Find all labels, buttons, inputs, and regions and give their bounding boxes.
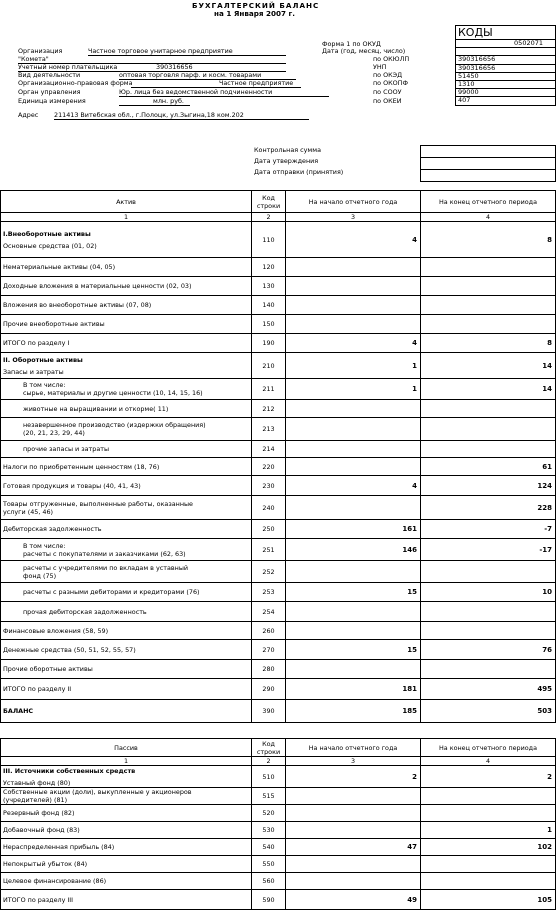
section-title: I.Внеоборотные активы xyxy=(3,229,91,238)
row-label xyxy=(1,583,252,602)
row-label xyxy=(1,520,252,539)
row-start-value: 4 xyxy=(286,334,421,353)
row-label-text: Непокрытый убыток (84) xyxy=(3,860,88,868)
row-start-value xyxy=(286,805,421,822)
row-start-value: 2 xyxy=(286,766,421,788)
row-code: 540 xyxy=(252,839,286,856)
table-row xyxy=(1,700,556,723)
table-row xyxy=(1,476,556,496)
row-label xyxy=(1,539,252,561)
table-row xyxy=(1,583,556,602)
table-row xyxy=(1,458,556,476)
row-code: 140 xyxy=(252,296,286,315)
table-row xyxy=(1,441,556,458)
row-start-value xyxy=(286,418,421,441)
row-start-value: 47 xyxy=(286,839,421,856)
row-label-continuation: расчеты с покупателями и заказчиками (62, 63) xyxy=(23,549,186,558)
soou-label: по СООУ xyxy=(373,88,402,96)
table-row xyxy=(1,660,556,679)
management-value: Юр. лица без ведомственной подчиненности xyxy=(119,88,329,97)
date-label: Дата (год, месяц, число) xyxy=(322,47,406,55)
row-end-value: 495 xyxy=(421,679,556,700)
row-end-value xyxy=(421,873,556,890)
row-label xyxy=(1,418,252,441)
unit-label: Единица измерения xyxy=(18,97,86,105)
row-label xyxy=(1,622,252,640)
liabilities-column-number: 3 xyxy=(286,757,421,766)
row-start-value: 15 xyxy=(286,640,421,660)
codes-header: КОДЫ xyxy=(456,26,555,40)
row-end-value: 124 xyxy=(421,476,556,496)
row-start-value xyxy=(286,856,421,873)
sent-date-label: Дата отправки (принятия) xyxy=(254,168,344,176)
row-end-value: 102 xyxy=(421,839,556,856)
row-label xyxy=(1,334,252,353)
row-code: 214 xyxy=(252,441,286,458)
row-label-text: Запасы и затраты xyxy=(3,367,64,376)
row-end-value xyxy=(421,400,556,418)
org-label: Организация xyxy=(18,47,63,55)
row-end-value: 61 xyxy=(421,458,556,476)
row-end-value xyxy=(421,315,556,334)
row-end-value xyxy=(421,856,556,873)
row-label xyxy=(1,700,252,723)
row-label xyxy=(1,890,252,910)
row-code: 253 xyxy=(252,583,286,602)
row-end-value xyxy=(421,805,556,822)
row-label-text: прочие запасы и затраты xyxy=(23,445,109,453)
row-label-continuation: (учредителей) (81) xyxy=(3,796,68,804)
unp-label: Учетный номер плательщика xyxy=(18,63,118,71)
row-label-text: БАЛАНС xyxy=(3,707,34,715)
liabilities-header-1: Пассив xyxy=(1,739,252,757)
row-label xyxy=(1,400,252,418)
row-end-value: 14 xyxy=(421,379,556,400)
liabilities-header-2: Код строки xyxy=(252,739,286,757)
table-row xyxy=(1,315,556,334)
row-label-text: Финансовые вложения (58, 59) xyxy=(3,626,109,635)
section-title: II. Оборотные активы xyxy=(3,355,83,364)
row-start-value: 146 xyxy=(286,539,421,561)
assets-header-4: На конец отчетного периода xyxy=(421,191,556,213)
row-end-value: 76 xyxy=(421,640,556,660)
row-label-continuation: услуги (45, 46) xyxy=(3,507,54,516)
row-label-text: расчеты с разными дебиторами и кредиторами (76) xyxy=(23,588,200,596)
row-start-value xyxy=(286,873,421,890)
row-end-value: -17 xyxy=(421,539,556,561)
row-label xyxy=(1,441,252,458)
table-row xyxy=(1,520,556,539)
row-start-value: 181 xyxy=(286,679,421,700)
row-start-value xyxy=(286,788,421,805)
oked-label: по ОКЭД xyxy=(373,71,403,79)
row-label-text: незавершенное производство (издержки обращения) xyxy=(23,421,206,429)
table-row xyxy=(1,258,556,277)
row-code: 390 xyxy=(252,700,286,723)
row-code: 290 xyxy=(252,679,286,700)
row-label xyxy=(1,379,252,400)
row-label xyxy=(1,258,252,277)
row-start-value xyxy=(286,822,421,839)
row-label xyxy=(1,458,252,476)
table-row xyxy=(1,561,556,583)
row-label-text: Товары отгруженные, выполненные работы, оказанные xyxy=(3,499,193,508)
row-label-text: Доходные вложения в материальные ценности (02, 03) xyxy=(3,282,192,290)
row-code: 550 xyxy=(252,856,286,873)
liabilities-column-number: 4 xyxy=(421,757,556,766)
row-label-text: животные на выращивании и откорме( 11) xyxy=(23,404,169,413)
assets-header-3: На начало отчетного года xyxy=(286,191,421,213)
code-okei: 407 xyxy=(458,96,471,105)
row-end-value xyxy=(421,418,556,441)
control-sum-label: Контрольная сумма xyxy=(254,146,321,154)
row-start-value: 15 xyxy=(286,583,421,602)
row-label xyxy=(1,561,252,583)
row-label-text: Добавочный фонд (83) xyxy=(3,826,80,834)
row-end-value: 14 xyxy=(421,353,556,379)
row-end-value xyxy=(421,622,556,640)
legal-form-label: Организационно-правовая форма xyxy=(18,79,133,87)
row-end-value: 8 xyxy=(421,334,556,353)
row-label xyxy=(1,873,252,890)
row-code: 510 xyxy=(252,766,286,788)
assets-column-number: 4 xyxy=(421,213,556,222)
assets-table xyxy=(0,190,556,723)
row-end-value xyxy=(421,277,556,296)
unp-code-label: УНП xyxy=(373,63,387,71)
table-row xyxy=(1,679,556,700)
row-label-continuation: сырье, материалы и другие ценности (10, 14, 15, 16) xyxy=(23,389,203,397)
table-row xyxy=(1,222,556,258)
assets-column-number: 2 xyxy=(252,213,286,222)
row-label-text: Нематериальные активы (04, 05) xyxy=(3,263,116,271)
row-end-value xyxy=(421,296,556,315)
row-label-text: расчеты с учредителями по вкладам в уставный xyxy=(23,563,189,572)
row-code: 110 xyxy=(252,222,286,258)
row-code: 120 xyxy=(252,258,286,277)
row-code: 530 xyxy=(252,822,286,839)
row-code: 560 xyxy=(252,873,286,890)
table-row xyxy=(1,277,556,296)
row-code: 130 xyxy=(252,277,286,296)
code-okopf: 1310 xyxy=(456,81,555,89)
row-start-value xyxy=(286,561,421,583)
table-row xyxy=(1,839,556,856)
row-start-value xyxy=(286,602,421,622)
table-row xyxy=(1,296,556,315)
row-end-value xyxy=(421,660,556,679)
section-title: III. Источники собственных средств xyxy=(3,766,136,775)
table-row xyxy=(1,418,556,441)
row-label xyxy=(1,788,252,805)
row-code: 190 xyxy=(252,334,286,353)
org-value-2: "Комета" xyxy=(18,55,286,64)
table-row xyxy=(1,873,556,890)
unit-value: млн. руб. xyxy=(119,97,190,106)
row-end-value: 228 xyxy=(421,496,556,520)
row-label xyxy=(1,496,252,520)
table-row xyxy=(1,400,556,418)
row-code: 590 xyxy=(252,890,286,910)
row-label xyxy=(1,679,252,700)
row-label xyxy=(1,822,252,839)
row-end-value: -7 xyxy=(421,520,556,539)
liabilities-header-4: На конец отчетного периода xyxy=(421,739,556,757)
code-okulp: 390316656 xyxy=(456,56,555,64)
address-value: 211413 Витебская обл., г.Полоцк, ул.Зыгина,18 ком.202 xyxy=(54,111,309,120)
document-title: БУХГАЛТЕРСКИЙ БАЛАНС xyxy=(192,1,320,10)
row-end-value xyxy=(421,441,556,458)
table-row xyxy=(1,539,556,561)
row-start-value xyxy=(286,496,421,520)
table-row xyxy=(1,805,556,822)
row-label-text: ИТОГО по разделу III xyxy=(3,895,74,904)
activity-value: оптовая торговля парф. и косм. товарами xyxy=(119,71,296,80)
row-end-value: 1 xyxy=(421,822,556,839)
row-end-value: 8 xyxy=(421,222,556,258)
row-end-value xyxy=(421,788,556,805)
row-start-value xyxy=(286,277,421,296)
row-start-value: 161 xyxy=(286,520,421,539)
liabilities-header-3: На начало отчетного года xyxy=(286,739,421,757)
row-code: 213 xyxy=(252,418,286,441)
row-start-value xyxy=(286,315,421,334)
row-code: 520 xyxy=(252,805,286,822)
row-end-value: 503 xyxy=(421,700,556,723)
code-soou: 99000 xyxy=(456,89,555,97)
row-code: 252 xyxy=(252,561,286,583)
row-label-text: В том числе: xyxy=(23,381,66,389)
assets-column-number: 3 xyxy=(286,213,421,222)
table-row xyxy=(1,496,556,520)
row-start-value: 4 xyxy=(286,476,421,496)
row-end-value xyxy=(421,561,556,583)
approval-date-label: Дата утверждения xyxy=(254,157,319,165)
row-label-text: Уставный фонд (80) xyxy=(3,778,71,787)
row-label-text: ИТОГО по разделу II xyxy=(3,685,72,693)
row-code: 251 xyxy=(252,539,286,561)
assets-column-number: 1 xyxy=(1,213,252,222)
row-code: 254 xyxy=(252,602,286,622)
row-label-text: Готовая продукция и товары (40, 41, 43) xyxy=(3,481,141,490)
document-subtitle: на 1 Января 2007 г. xyxy=(214,9,295,18)
row-end-value: 10 xyxy=(421,583,556,602)
sent-date-field xyxy=(421,170,555,181)
table-row xyxy=(1,822,556,839)
row-code: 150 xyxy=(252,315,286,334)
code-oked: 51450 xyxy=(456,73,555,81)
liabilities-table xyxy=(0,738,556,910)
row-start-value xyxy=(286,660,421,679)
row-label-text: Нераспределенная прибыль (84) xyxy=(3,843,115,851)
row-label xyxy=(1,315,252,334)
row-start-value xyxy=(286,458,421,476)
row-code: 220 xyxy=(252,458,286,476)
row-code: 211 xyxy=(252,379,286,400)
row-label xyxy=(1,839,252,856)
row-code: 230 xyxy=(252,476,286,496)
row-label xyxy=(1,296,252,315)
address-label: Адрес xyxy=(18,111,39,119)
row-label-continuation: фонд (75) xyxy=(23,571,57,580)
row-code: 515 xyxy=(252,788,286,805)
row-code: 212 xyxy=(252,400,286,418)
row-label-text: Целевое финансирование (86) xyxy=(3,877,107,885)
code-unp: 390316656 xyxy=(456,65,555,73)
table-row xyxy=(1,353,556,379)
row-code: 260 xyxy=(252,622,286,640)
row-label xyxy=(1,353,252,379)
codes-box xyxy=(455,25,556,106)
row-label-continuation: (20, 21, 23, 29, 44) xyxy=(23,429,85,437)
row-code: 210 xyxy=(252,353,286,379)
row-start-value: 185 xyxy=(286,700,421,723)
row-label-text: прочая дебиторская задолженность xyxy=(23,607,147,616)
row-label-text: Дебиторская задолженность xyxy=(3,525,102,533)
row-label-text: Прочие оборотные активы xyxy=(3,665,93,673)
liabilities-column-number: 2 xyxy=(252,757,286,766)
row-code: 250 xyxy=(252,520,286,539)
table-row xyxy=(1,890,556,910)
row-label-text: ИТОГО по разделу I xyxy=(3,339,70,347)
form-label: Форма 1 по ОКУД xyxy=(322,40,381,48)
row-label xyxy=(1,277,252,296)
row-label-text: Налоги по приобретенным ценностям (18, 76) xyxy=(3,462,160,471)
row-start-value xyxy=(286,400,421,418)
activity-label: Вид деятельности xyxy=(18,71,81,79)
row-code: 270 xyxy=(252,640,286,660)
table-row xyxy=(1,788,556,805)
control-sum-field xyxy=(421,146,555,158)
okei-label: по ОКЕИ xyxy=(373,97,402,105)
row-end-value xyxy=(421,258,556,277)
row-label-text: Денежные средства (50, 51, 52, 55, 57) xyxy=(3,645,136,654)
code-okud: 0502071 xyxy=(456,40,555,48)
row-start-value: 1 xyxy=(286,379,421,400)
okopf-label: по ОКОПФ xyxy=(373,79,409,87)
liabilities-column-number: 1 xyxy=(1,757,252,766)
unp-value: 390316656 xyxy=(118,63,286,72)
row-label xyxy=(1,766,252,788)
table-row xyxy=(1,379,556,400)
row-code: 240 xyxy=(252,496,286,520)
legal-form-value: Частное предприятие xyxy=(131,79,301,88)
table-row xyxy=(1,602,556,622)
row-start-value: 4 xyxy=(286,222,421,258)
row-label-text: Резервный фонд (82) xyxy=(3,809,75,817)
table-row xyxy=(1,640,556,660)
row-end-value xyxy=(421,602,556,622)
row-label-text: Основные средства (01, 02) xyxy=(3,241,97,250)
control-box xyxy=(420,145,556,182)
row-start-value xyxy=(286,296,421,315)
management-label: Орган управления xyxy=(18,88,81,96)
row-label xyxy=(1,222,252,258)
org-value: Частное торговое унитарное предприятие xyxy=(88,47,286,56)
table-row xyxy=(1,856,556,873)
row-label xyxy=(1,856,252,873)
row-end-value: 105 xyxy=(421,890,556,910)
okulp-label: по ОКЮЛП xyxy=(373,55,410,63)
row-label xyxy=(1,805,252,822)
approval-date-field xyxy=(421,158,555,170)
assets-header-2: Код строки xyxy=(252,191,286,213)
row-code: 280 xyxy=(252,660,286,679)
row-end-value: 2 xyxy=(421,766,556,788)
row-label-text: Вложения во внеоборотные активы (07, 08) xyxy=(3,301,152,309)
row-label-text: Прочие внеоборотные активы xyxy=(3,320,105,328)
table-row xyxy=(1,622,556,640)
row-label xyxy=(1,476,252,496)
row-start-value xyxy=(286,441,421,458)
row-start-value xyxy=(286,622,421,640)
row-label-text: Собственные акции (доли), выкупленные у акционеров xyxy=(3,788,192,796)
table-row xyxy=(1,334,556,353)
row-start-value: 1 xyxy=(286,353,421,379)
row-start-value: 49 xyxy=(286,890,421,910)
row-label xyxy=(1,602,252,622)
row-label xyxy=(1,660,252,679)
row-label-text: В том числе: xyxy=(23,541,66,550)
row-start-value xyxy=(286,258,421,277)
row-label xyxy=(1,640,252,660)
table-row xyxy=(1,766,556,788)
assets-header-1: Актив xyxy=(1,191,252,213)
